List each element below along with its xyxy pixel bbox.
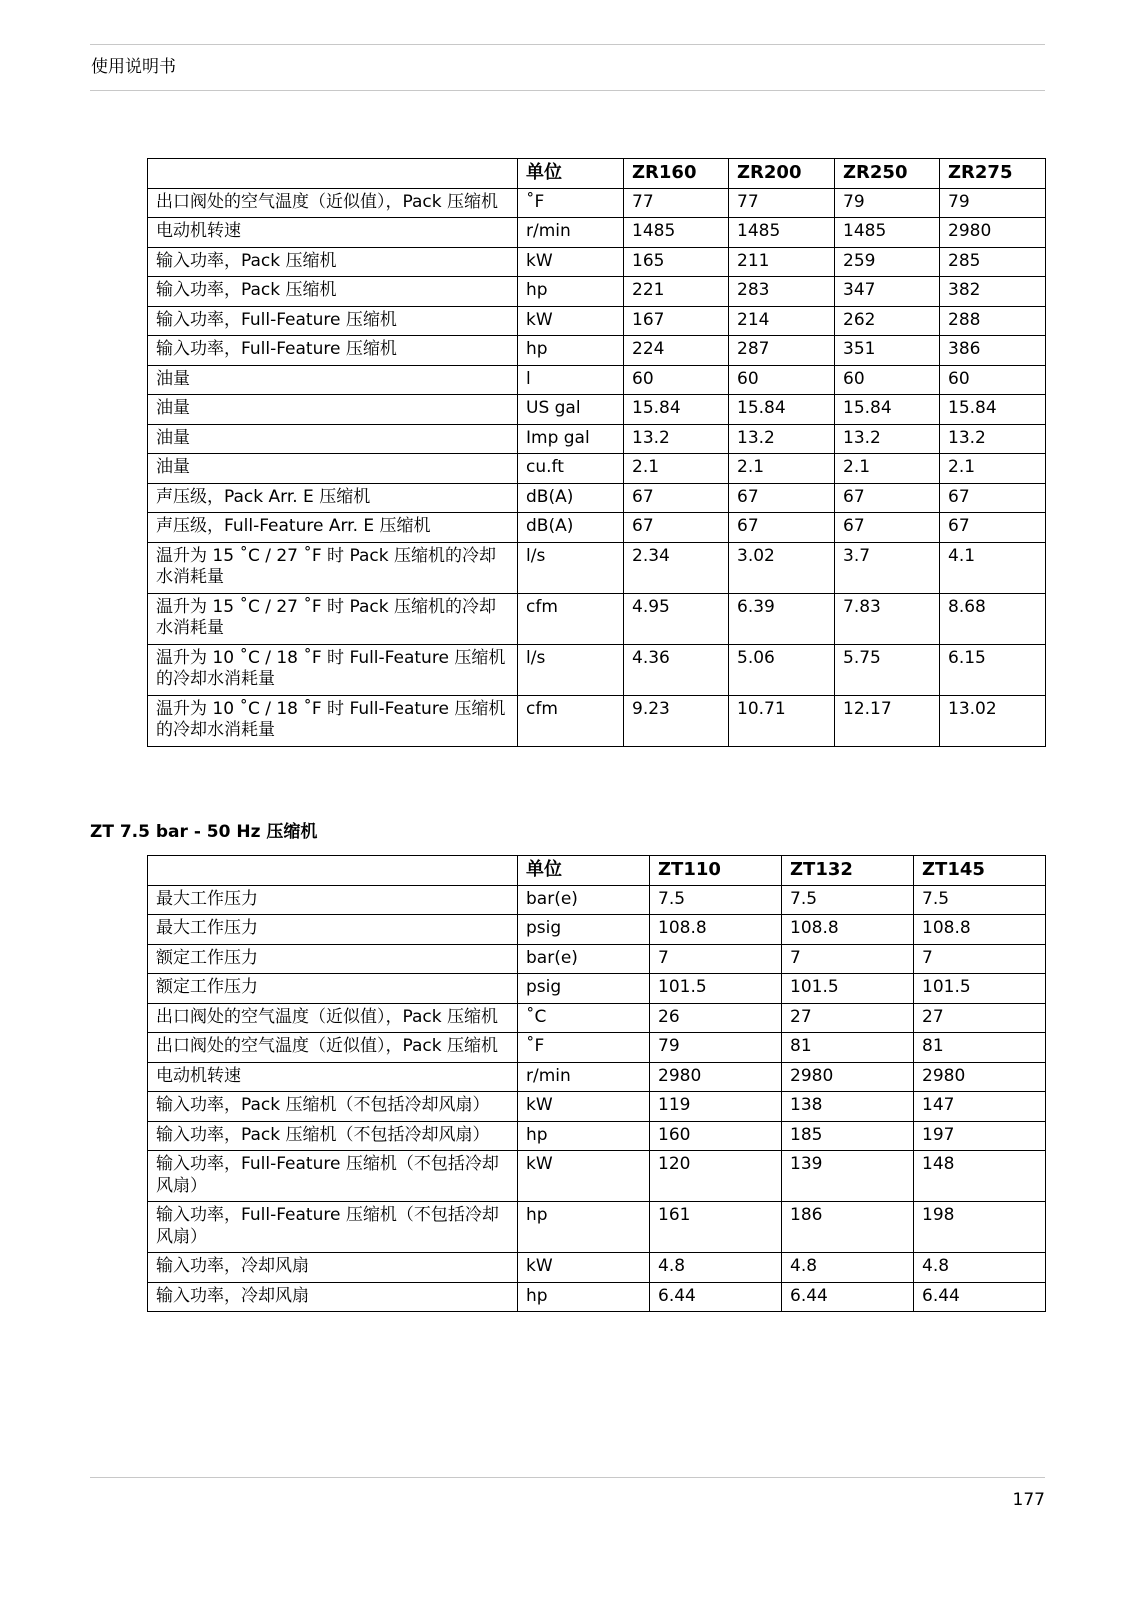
value-cell: 15.84 <box>729 395 835 425</box>
value-cell: 2.1 <box>835 454 940 484</box>
value-cell: 4.36 <box>624 644 729 695</box>
value-cell: 108.8 <box>782 915 914 945</box>
parameter-cell: 电动机转速 <box>148 1062 518 1092</box>
value-cell: 15.84 <box>940 395 1046 425</box>
value-cell: 386 <box>940 336 1046 366</box>
value-cell: 60 <box>940 365 1046 395</box>
value-cell: 60 <box>835 365 940 395</box>
parameter-cell: 声压级，Full-Feature Arr. E 压缩机 <box>148 513 518 543</box>
value-cell: 101.5 <box>782 974 914 1004</box>
parameter-cell: 电动机转速 <box>148 218 518 248</box>
header-cell: 单位 <box>518 856 650 886</box>
parameter-cell: 额定工作压力 <box>148 944 518 974</box>
value-cell: 7 <box>782 944 914 974</box>
value-cell: 351 <box>835 336 940 366</box>
value-cell: 2980 <box>940 218 1046 248</box>
unit-cell: bar(e) <box>518 944 650 974</box>
value-cell: 147 <box>914 1092 1046 1122</box>
parameter-cell: 输入功率，Full-Feature 压缩机 <box>148 336 518 366</box>
value-cell: 77 <box>624 188 729 218</box>
unit-cell: ˚C <box>518 1003 650 1033</box>
value-cell: 67 <box>835 513 940 543</box>
value-cell: 4.8 <box>650 1253 782 1283</box>
table-row <box>148 644 1046 695</box>
table-row <box>148 1003 1046 1033</box>
unit-cell: bar(e) <box>518 885 650 915</box>
value-cell: 2.34 <box>624 542 729 593</box>
header-rule-top <box>90 44 1045 45</box>
value-cell: 79 <box>835 188 940 218</box>
parameter-cell: 输入功率，Pack 压缩机 <box>148 247 518 277</box>
table-row <box>148 915 1046 945</box>
table-row <box>148 483 1046 513</box>
table-row <box>148 974 1046 1004</box>
value-cell: 108.8 <box>914 915 1046 945</box>
value-cell: 161 <box>650 1202 782 1253</box>
value-cell: 259 <box>835 247 940 277</box>
value-cell: 197 <box>914 1121 1046 1151</box>
value-cell: 138 <box>782 1092 914 1122</box>
parameter-cell: 输入功率，Pack 压缩机 <box>148 277 518 307</box>
unit-cell: hp <box>518 277 624 307</box>
unit-cell: hp <box>518 336 624 366</box>
value-cell: 13.2 <box>835 424 940 454</box>
value-cell: 382 <box>940 277 1046 307</box>
value-cell: 67 <box>835 483 940 513</box>
value-cell: 8.68 <box>940 593 1046 644</box>
value-cell: 26 <box>650 1003 782 1033</box>
value-cell: 2.1 <box>729 454 835 484</box>
table-row <box>148 336 1046 366</box>
value-cell: 167 <box>624 306 729 336</box>
parameter-cell: 最大工作压力 <box>148 885 518 915</box>
value-cell: 101.5 <box>914 974 1046 1004</box>
table-row <box>148 1202 1046 1253</box>
unit-cell: hp <box>518 1202 650 1253</box>
value-cell: 4.95 <box>624 593 729 644</box>
value-cell: 7 <box>650 944 782 974</box>
parameter-cell: 输入功率，冷却风扇 <box>148 1282 518 1312</box>
header-cell: 单位 <box>518 159 624 189</box>
value-cell: 7.5 <box>782 885 914 915</box>
value-cell: 81 <box>914 1033 1046 1063</box>
table-row <box>148 695 1046 746</box>
unit-cell: kW <box>518 1151 650 1202</box>
table-row <box>148 424 1046 454</box>
value-cell: 81 <box>782 1033 914 1063</box>
value-cell: 9.23 <box>624 695 729 746</box>
unit-cell: kW <box>518 1253 650 1283</box>
header-cell: ZT145 <box>914 856 1046 886</box>
value-cell: 224 <box>624 336 729 366</box>
header-cell <box>148 159 518 189</box>
parameter-cell: 温升为 15 ˚C / 27 ˚F 时 Pack 压缩机的冷却水消耗量 <box>148 593 518 644</box>
value-cell: 7.5 <box>914 885 1046 915</box>
parameter-cell: 最大工作压力 <box>148 915 518 945</box>
unit-cell: psig <box>518 915 650 945</box>
value-cell: 67 <box>940 513 1046 543</box>
parameter-cell: 输入功率，Pack 压缩机（不包括冷却风扇） <box>148 1092 518 1122</box>
value-cell: 186 <box>782 1202 914 1253</box>
value-cell: 101.5 <box>650 974 782 1004</box>
header-cell: ZR200 <box>729 159 835 189</box>
value-cell: 67 <box>940 483 1046 513</box>
unit-cell: r/min <box>518 218 624 248</box>
value-cell: 108.8 <box>650 915 782 945</box>
table-row <box>148 218 1046 248</box>
value-cell: 1485 <box>729 218 835 248</box>
value-cell: 2980 <box>914 1062 1046 1092</box>
table-row <box>148 1121 1046 1151</box>
footer-rule <box>90 1477 1045 1478</box>
table-row <box>148 513 1046 543</box>
unit-cell: Imp gal <box>518 424 624 454</box>
parameter-cell: 油量 <box>148 395 518 425</box>
value-cell: 77 <box>729 188 835 218</box>
table-row <box>148 1033 1046 1063</box>
value-cell: 67 <box>729 513 835 543</box>
unit-cell: l/s <box>518 542 624 593</box>
value-cell: 160 <box>650 1121 782 1151</box>
page-number: 177 <box>1012 1490 1045 1510</box>
value-cell: 221 <box>624 277 729 307</box>
header-cell: ZR250 <box>835 159 940 189</box>
value-cell: 15.84 <box>835 395 940 425</box>
value-cell: 119 <box>650 1092 782 1122</box>
unit-cell: hp <box>518 1282 650 1312</box>
parameter-cell: 声压级，Pack Arr. E 压缩机 <box>148 483 518 513</box>
table-header-row <box>148 159 1046 189</box>
table-row <box>148 593 1046 644</box>
table-row <box>148 365 1046 395</box>
table-row <box>148 1092 1046 1122</box>
value-cell: 1485 <box>835 218 940 248</box>
table-row <box>148 454 1046 484</box>
value-cell: 287 <box>729 336 835 366</box>
parameter-cell: 输入功率，Full-Feature 压缩机（不包括冷却风扇） <box>148 1151 518 1202</box>
table-row <box>148 542 1046 593</box>
value-cell: 13.2 <box>729 424 835 454</box>
value-cell: 12.17 <box>835 695 940 746</box>
value-cell: 139 <box>782 1151 914 1202</box>
table-row <box>148 247 1046 277</box>
table-row <box>148 944 1046 974</box>
value-cell: 288 <box>940 306 1046 336</box>
value-cell: 3.02 <box>729 542 835 593</box>
value-cell: 10.71 <box>729 695 835 746</box>
value-cell: 3.7 <box>835 542 940 593</box>
value-cell: 6.15 <box>940 644 1046 695</box>
value-cell: 60 <box>624 365 729 395</box>
header-cell <box>148 856 518 886</box>
value-cell: 211 <box>729 247 835 277</box>
value-cell: 185 <box>782 1121 914 1151</box>
header-rule-bottom <box>90 90 1045 91</box>
zr-spec-table <box>147 158 1046 747</box>
section-title: ZT 7.5 bar - 50 Hz 压缩机 <box>90 822 318 842</box>
value-cell: 285 <box>940 247 1046 277</box>
header-cell: ZT110 <box>650 856 782 886</box>
value-cell: 15.84 <box>624 395 729 425</box>
value-cell: 4.8 <box>914 1253 1046 1283</box>
table-row <box>148 306 1046 336</box>
value-cell: 7 <box>914 944 1046 974</box>
unit-cell: US gal <box>518 395 624 425</box>
parameter-cell: 输入功率，Full-Feature 压缩机 <box>148 306 518 336</box>
value-cell: 67 <box>624 483 729 513</box>
value-cell: 198 <box>914 1202 1046 1253</box>
unit-cell: hp <box>518 1121 650 1151</box>
parameter-cell: 温升为 10 ˚C / 18 ˚F 时 Full-Feature 压缩机的冷却水消耗量 <box>148 695 518 746</box>
value-cell: 27 <box>782 1003 914 1033</box>
value-cell: 6.44 <box>650 1282 782 1312</box>
parameter-cell: 温升为 15 ˚C / 27 ˚F 时 Pack 压缩机的冷却水消耗量 <box>148 542 518 593</box>
value-cell: 7.5 <box>650 885 782 915</box>
value-cell: 148 <box>914 1151 1046 1202</box>
value-cell: 79 <box>940 188 1046 218</box>
table-row <box>148 188 1046 218</box>
value-cell: 79 <box>650 1033 782 1063</box>
value-cell: 2.1 <box>940 454 1046 484</box>
value-cell: 6.44 <box>782 1282 914 1312</box>
unit-cell: cfm <box>518 593 624 644</box>
parameter-cell: 输入功率，冷却风扇 <box>148 1253 518 1283</box>
value-cell: 283 <box>729 277 835 307</box>
unit-cell: cu.ft <box>518 454 624 484</box>
table-row <box>148 885 1046 915</box>
unit-cell: ˚F <box>518 1033 650 1063</box>
header-cell: ZT132 <box>782 856 914 886</box>
value-cell: 2.1 <box>624 454 729 484</box>
value-cell: 60 <box>729 365 835 395</box>
zt-spec-table <box>147 855 1046 1312</box>
value-cell: 13.2 <box>940 424 1046 454</box>
parameter-cell: 出口阀处的空气温度（近似值），Pack 压缩机 <box>148 1003 518 1033</box>
value-cell: 13.02 <box>940 695 1046 746</box>
value-cell: 120 <box>650 1151 782 1202</box>
parameter-cell: 出口阀处的空气温度（近似值），Pack 压缩机 <box>148 1033 518 1063</box>
unit-cell: l/s <box>518 644 624 695</box>
parameter-cell: 额定工作压力 <box>148 974 518 1004</box>
unit-cell: dB(A) <box>518 513 624 543</box>
parameter-cell: 油量 <box>148 365 518 395</box>
value-cell: 7.83 <box>835 593 940 644</box>
value-cell: 214 <box>729 306 835 336</box>
unit-cell: kW <box>518 306 624 336</box>
table-row <box>148 1062 1046 1092</box>
value-cell: 1485 <box>624 218 729 248</box>
value-cell: 347 <box>835 277 940 307</box>
unit-cell: psig <box>518 974 650 1004</box>
table-row <box>148 277 1046 307</box>
unit-cell: kW <box>518 1092 650 1122</box>
parameter-cell: 出口阀处的空气温度（近似值），Pack 压缩机 <box>148 188 518 218</box>
unit-cell: cfm <box>518 695 624 746</box>
table-header-row <box>148 856 1046 886</box>
unit-cell: kW <box>518 247 624 277</box>
value-cell: 165 <box>624 247 729 277</box>
value-cell: 4.8 <box>782 1253 914 1283</box>
unit-cell: dB(A) <box>518 483 624 513</box>
table-row <box>148 1151 1046 1202</box>
value-cell: 67 <box>624 513 729 543</box>
parameter-cell: 温升为 10 ˚C / 18 ˚F 时 Full-Feature 压缩机的冷却水消耗量 <box>148 644 518 695</box>
value-cell: 6.44 <box>914 1282 1046 1312</box>
parameter-cell: 油量 <box>148 454 518 484</box>
value-cell: 262 <box>835 306 940 336</box>
value-cell: 2980 <box>650 1062 782 1092</box>
value-cell: 2980 <box>782 1062 914 1092</box>
value-cell: 13.2 <box>624 424 729 454</box>
unit-cell: ˚F <box>518 188 624 218</box>
header-cell: ZR160 <box>624 159 729 189</box>
parameter-cell: 油量 <box>148 424 518 454</box>
header-cell: ZR275 <box>940 159 1046 189</box>
value-cell: 67 <box>729 483 835 513</box>
value-cell: 5.06 <box>729 644 835 695</box>
value-cell: 5.75 <box>835 644 940 695</box>
unit-cell: r/min <box>518 1062 650 1092</box>
value-cell: 27 <box>914 1003 1046 1033</box>
table-row <box>148 1282 1046 1312</box>
value-cell: 4.1 <box>940 542 1046 593</box>
table-row <box>148 1253 1046 1283</box>
value-cell: 6.39 <box>729 593 835 644</box>
page-header-title: 使用说明书 <box>91 57 176 77</box>
parameter-cell: 输入功率，Full-Feature 压缩机（不包括冷却风扇） <box>148 1202 518 1253</box>
table-row <box>148 395 1046 425</box>
unit-cell: l <box>518 365 624 395</box>
parameter-cell: 输入功率，Pack 压缩机（不包括冷却风扇） <box>148 1121 518 1151</box>
